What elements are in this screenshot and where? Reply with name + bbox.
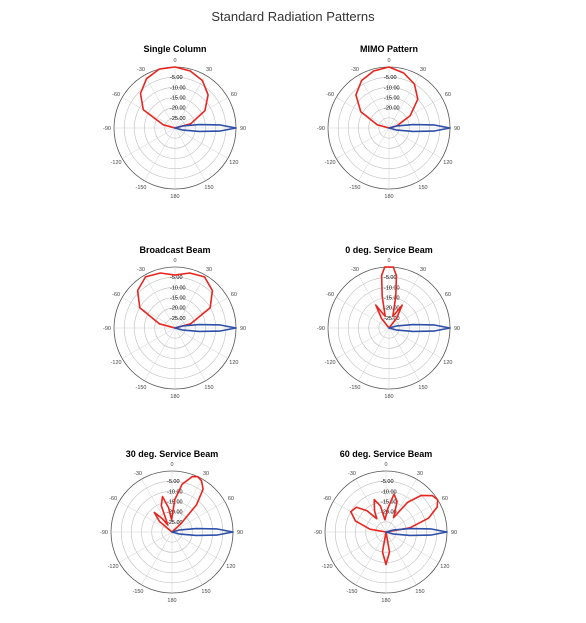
angle-tick-label: -90 [314,530,322,536]
angle-tick-label: 30 [416,471,424,478]
grid-spoke [359,328,390,381]
angle-tick-label: -120 [324,360,336,366]
grid-spoke [336,328,389,359]
ring-value-label: -5.00 [381,479,394,486]
angle-tick-label: 150 [418,184,428,191]
angle-tick-label: -150 [132,588,144,595]
angle-tick-label: 180 [384,194,394,200]
chart-title: 30 deg. Service Beam [125,449,219,459]
grid-spoke [145,128,176,181]
ring-value-label: -5.00 [384,275,397,282]
ring-value-label: -20.00 [381,509,397,516]
grid-spoke [175,128,228,159]
angle-tick-label: 30 [419,267,427,274]
grid-spoke [389,98,442,129]
angle-tick-label: 0 [387,258,391,264]
ring-value-label: -5.00 [170,275,183,282]
ring-value-label: -20.00 [384,105,400,112]
grid-spoke [333,502,386,533]
angle-tick-label: -30 [137,67,145,74]
ring-value-label: -5.00 [170,75,183,82]
angle-tick-label: 0 [173,58,177,64]
angle-tick-label: 90 [453,126,461,132]
angle-tick-label: 60 [230,92,237,98]
ring-value-label: -10.00 [170,285,186,292]
grid-spoke [389,128,420,181]
angle-tick-label: -60 [109,496,118,502]
angle-tick-label: -30 [348,471,356,478]
chart-title: Single Column [143,44,207,54]
grid-spoke [172,502,225,533]
grid-spoke [172,532,225,563]
ring-value-label: -5.00 [384,75,397,82]
ring-value-label: -15.00 [384,95,400,102]
angle-tick-label: 150 [201,588,211,595]
ring-value-label: -10.00 [381,489,397,496]
angle-tick-label: 150 [204,384,214,391]
angle-tick-label: 120 [440,564,450,570]
grid-spoke [389,328,442,359]
grid-spoke [175,328,206,381]
angle-tick-label: 120 [226,564,236,570]
angle-tick-label: -150 [135,384,147,391]
grid-spoke [333,532,386,563]
ring-value-label: -15.00 [384,295,400,302]
grid-spoke [389,328,420,381]
angle-tick-label: 120 [229,160,239,166]
angle-tick-label: -90 [317,326,325,332]
angle-tick-label: -60 [326,92,335,98]
grid-spoke [386,532,439,563]
polar-chart-3 [103,245,246,400]
angle-tick-label: 120 [443,160,453,166]
grid-spoke [386,479,417,532]
grid-spoke [356,532,387,585]
ring-value-label: -25.00 [170,115,186,122]
angle-tick-label: 120 [443,360,453,366]
grid-spoke [119,502,172,533]
angle-tick-label: 60 [230,292,237,298]
grid-spoke [386,532,417,585]
angle-tick-label: 0 [173,258,177,264]
angle-tick-label: 180 [170,194,180,200]
grid-spoke [142,532,173,585]
polar-chart-1 [103,44,246,200]
angle-tick-label: 60 [227,496,234,502]
ring-value-label: -15.00 [167,499,183,506]
angle-tick-label: -30 [351,267,359,274]
angle-tick-label: -60 [323,496,332,502]
grid-spoke [145,328,176,381]
ring-value-label: -15.00 [170,95,186,102]
grid-spoke [122,128,175,159]
ring-value-label: -20.00 [170,105,186,112]
grid-spoke [122,328,175,359]
ring-value-label: -10.00 [167,489,183,496]
angle-tick-label: 180 [167,598,177,604]
angle-tick-label: -30 [137,267,145,274]
ring-value-label: -20.00 [167,509,183,516]
angle-tick-label: -120 [110,360,122,366]
angle-tick-label: 150 [415,588,425,595]
angle-tick-label: -150 [349,184,361,191]
angle-tick-label: -150 [349,384,361,391]
ring-value-label: -20.00 [170,305,186,312]
polar-chart-4 [317,245,460,400]
angle-tick-label: -60 [112,92,121,98]
grid-spoke [172,532,203,585]
angle-tick-label: -120 [324,160,336,166]
angle-tick-label: 60 [444,92,451,98]
polar-chart-2 [317,44,460,200]
polar-chart-6 [314,449,457,604]
ring-value-label: -10.00 [170,85,186,92]
angle-tick-label: 90 [239,126,247,132]
angle-tick-label: 90 [450,530,458,536]
angle-tick-label: 90 [453,326,461,332]
angle-tick-label: 30 [205,67,213,74]
grid-spoke [119,532,172,563]
angle-tick-label: -120 [321,564,333,570]
angle-tick-label: 0 [387,58,391,64]
angle-tick-label: -90 [317,126,325,132]
angle-tick-label: -30 [351,67,359,74]
angle-tick-label: 30 [205,267,213,274]
grid-spoke [389,128,442,159]
grid-spoke [359,75,390,128]
grid-spoke [175,128,206,181]
page-title: Standard Radiation Patterns [211,9,375,24]
angle-tick-label: 90 [236,530,244,536]
angle-tick-label: -150 [346,588,358,595]
angle-tick-label: 120 [229,360,239,366]
angle-tick-label: 0 [384,462,388,468]
angle-tick-label: -60 [112,292,121,298]
ring-value-label: -10.00 [384,285,400,292]
angle-tick-label: -90 [100,530,108,536]
ring-value-label: -10.00 [384,85,400,92]
ring-value-label: -5.00 [167,479,180,486]
grid-spoke [122,298,175,329]
grid-spoke [359,128,390,181]
chart-title: 60 deg. Service Beam [339,449,433,459]
angle-tick-label: -150 [135,184,147,191]
ring-value-label: -25.00 [384,315,400,322]
grid-spoke [175,298,228,329]
angle-tick-label: 150 [418,384,428,391]
angle-tick-label: 150 [204,184,214,191]
ring-value-label: -25.00 [167,519,183,526]
grid-spoke [175,98,228,129]
ring-value-label: -20.00 [384,305,400,312]
angle-tick-label: -30 [134,471,142,478]
angle-tick-label: 90 [239,326,247,332]
polar-chart-5 [100,449,243,604]
angle-tick-label: 60 [444,292,451,298]
angle-tick-label: -120 [110,160,122,166]
angle-tick-label: 60 [441,496,448,502]
chart-title: Broadcast Beam [139,245,211,255]
chart-title: MIMO Pattern [359,44,419,54]
angle-tick-label: 30 [202,471,210,478]
angle-tick-label: 180 [381,598,391,604]
ring-value-label: -25.00 [170,315,186,322]
angle-tick-label: 30 [419,67,427,74]
angle-tick-label: -60 [326,292,335,298]
chart-title: 0 deg. Service Beam [345,245,433,255]
grid-spoke [336,128,389,159]
ring-value-label: -15.00 [170,295,186,302]
ring-value-label: -15.00 [381,499,397,506]
grid-spoke [175,328,228,359]
angle-tick-label: -90 [103,126,111,132]
angle-tick-label: 0 [170,462,174,468]
angle-tick-label: 180 [384,394,394,400]
angle-tick-label: 180 [170,394,180,400]
angle-tick-label: -120 [107,564,119,570]
angle-tick-label: -90 [103,326,111,332]
